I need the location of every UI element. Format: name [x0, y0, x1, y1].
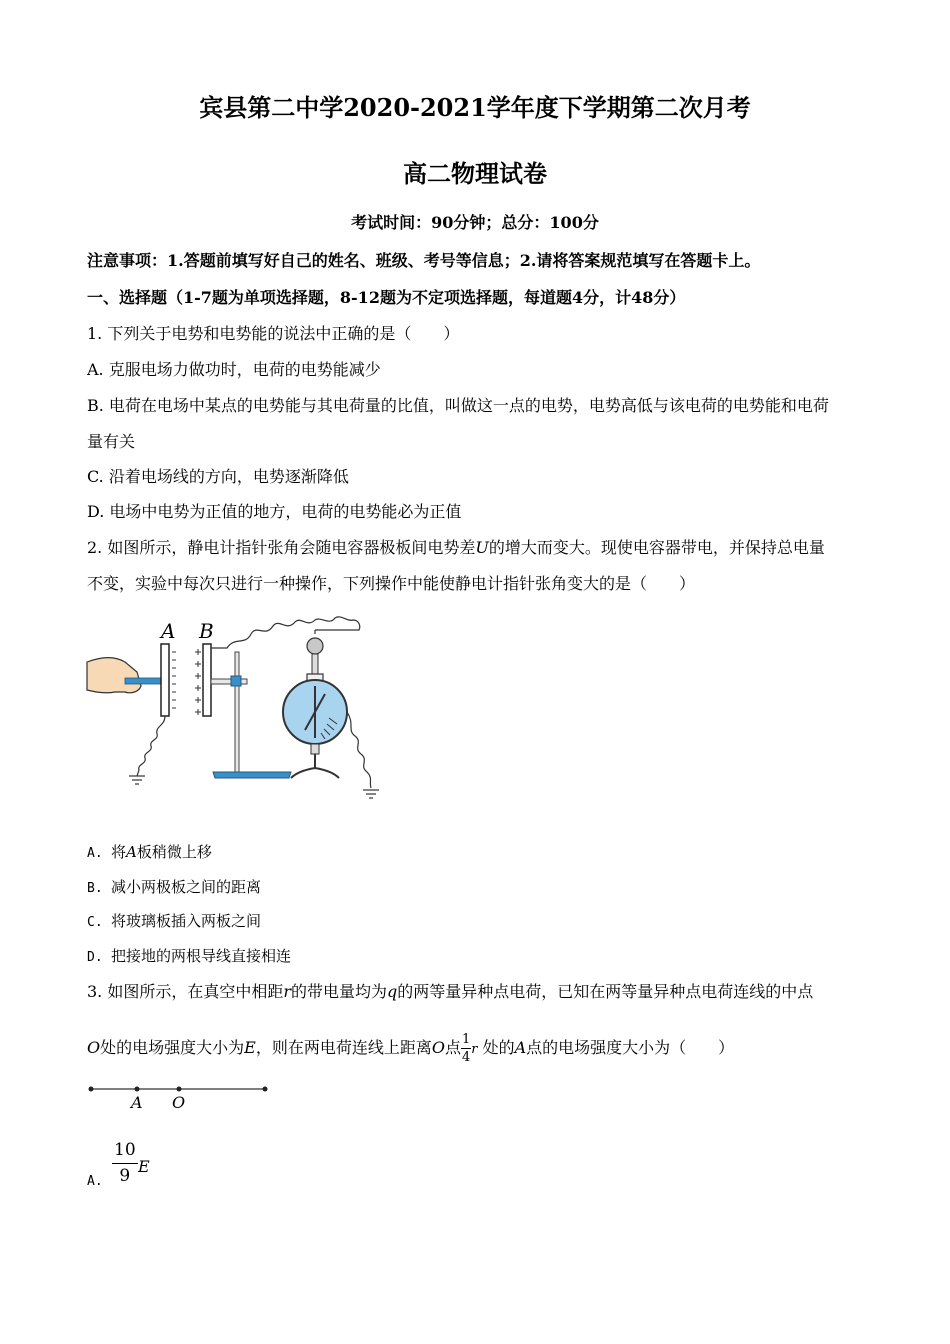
connecting-wire [211, 617, 360, 648]
q1-option-d: D. 电场中电势为正值的地方，电荷的电势能必为正值 [87, 502, 462, 521]
q1-option-a: A. 克服电场力做功时，电荷的电势能减少 [87, 360, 381, 379]
capacitor-electrometer-figure [85, 612, 385, 807]
electrometer-knob [307, 638, 323, 654]
plate-a-minus-signs [172, 652, 176, 708]
label-plate-a: A [161, 619, 176, 643]
stand-base [213, 772, 291, 778]
q2-var-u: U [475, 538, 489, 557]
q3-s5: ，则在两电荷连线上距离 [255, 1038, 432, 1057]
q3-fraction [461, 1033, 471, 1064]
charge-right [263, 1087, 268, 1092]
q2-option-a-letter: A. [87, 846, 103, 861]
q3-s4: 处的电场强度大小为 [100, 1038, 245, 1057]
ground-wire-electrometer [347, 712, 371, 788]
q3-option-a-letter: A. [87, 1174, 103, 1189]
q3-s2: 的带电量均为 [291, 982, 388, 1001]
rod [125, 678, 163, 684]
q3-var-r: r [283, 982, 292, 1001]
q3-stem-line2 [87, 1026, 734, 1072]
q2-option-b [87, 876, 261, 897]
hand-icon [87, 658, 141, 693]
stand-clamp [231, 676, 241, 686]
q2-option-a-pre: 将 [111, 843, 127, 861]
q1-option-b: B. 电荷在电场中某点的电势能与其电荷量的比值，叫做这一点的电势，电势高低与该电荷的电势能和电荷 [87, 396, 829, 415]
q3-var-q: q [387, 982, 398, 1001]
q3-frac-den: 4 [461, 1050, 471, 1065]
notice: 注意事项：1.答题前填写好自己的姓名、班级、考号等信息；2.请将答案规范填写在答题卡上。 [87, 251, 761, 270]
electrometer-base [291, 754, 339, 778]
q3-frac-num: 1 [461, 1032, 471, 1047]
q3-option-a-var: E [138, 1157, 150, 1176]
plate-a [161, 644, 169, 716]
q3-option-a-den: 9 [119, 1166, 131, 1186]
stand-rod [235, 652, 239, 772]
point-a-dot [135, 1087, 140, 1092]
q1-option-c: C. 沿着电场线的方向，电势逐渐降低 [87, 467, 349, 486]
label-point-o: O [172, 1093, 186, 1112]
ground-icon-a [129, 776, 145, 784]
q2-option-d-text: 把接地的两根导线直接相连 [111, 947, 292, 965]
exam-subtitle: 高二物理试卷 [403, 159, 547, 188]
q2-option-b-letter: B. [87, 881, 103, 896]
plate-b-plus-signs [195, 649, 201, 715]
exam-info: 考试时间：90分钟；总分：100分 [351, 213, 599, 232]
q3-var-e: E [244, 1038, 256, 1057]
ground-wire-a [137, 716, 165, 776]
q2-option-d [87, 945, 291, 966]
q3-stem-line1 [87, 979, 813, 1002]
q2-option-c-letter: C. [87, 915, 103, 930]
q1-option-b-cont: 量有关 [87, 432, 136, 451]
q3-option-a-num: 10 [112, 1142, 138, 1164]
q3-s7: 处的 [482, 1038, 515, 1057]
q2-option-c-text: 将玻璃板插入两板之间 [111, 912, 262, 930]
label-plate-b: B [199, 619, 214, 643]
electrometer-neck [311, 744, 319, 754]
exam-title: 宾县第二中学2020-2021学年度下学期第二次月考 [199, 93, 751, 122]
q2-option-a-post: 板稍微上移 [136, 843, 212, 861]
q2-stem [87, 535, 825, 558]
q2-option-d-letter: D. [87, 950, 103, 965]
q3-option-a-fraction [112, 1142, 138, 1185]
section-heading: 一、选择题（1-7题为单项选择题，8-12题为不定项选择题，每道题4分，计48分） [87, 288, 686, 307]
charges-line-figure [85, 1078, 275, 1114]
q2-option-c [87, 910, 261, 931]
plate-b [203, 644, 211, 716]
q3-var-o: O [87, 1038, 101, 1057]
q3-var-o2: O [431, 1038, 445, 1057]
q2-option-b-text: 减小两极板之间的距离 [111, 878, 262, 896]
q3-s8: 点的电场强度大小为（ ） [526, 1038, 735, 1057]
q2-option-a-var: A [126, 843, 137, 861]
q1-stem: 1. 下列关于电势和电势能的说法中正确的是（ ） [87, 324, 460, 343]
q3-s3: 的两等量异种点电荷，已知在两等量异种点电荷连线的中点 [397, 982, 814, 1001]
q3-var-r2: r [471, 1042, 478, 1057]
q2-stem-line2: 不变，实验中每次只进行一种操作，下列操作中能使静电计指针张角变大的是（ ） [87, 574, 696, 593]
q2-stem-b: 的增大而变大。现使电容器带电，并保持总电量 [488, 538, 825, 557]
charge-left [89, 1087, 94, 1092]
q2-stem-a: 2. 如图所示，静电计指针张角会随电容器极板间电势差 [87, 538, 476, 557]
point-o-dot [177, 1087, 182, 1092]
q3-var-a: A [514, 1038, 527, 1057]
label-point-a: A [131, 1093, 143, 1112]
stand-arm [211, 679, 247, 684]
q2-option-a [87, 841, 212, 862]
ground-icon-electrometer [363, 790, 379, 798]
q3-s6: 点 [444, 1038, 461, 1057]
q3-s1: 3. 如图所示，在真空中相距 [87, 982, 284, 1001]
